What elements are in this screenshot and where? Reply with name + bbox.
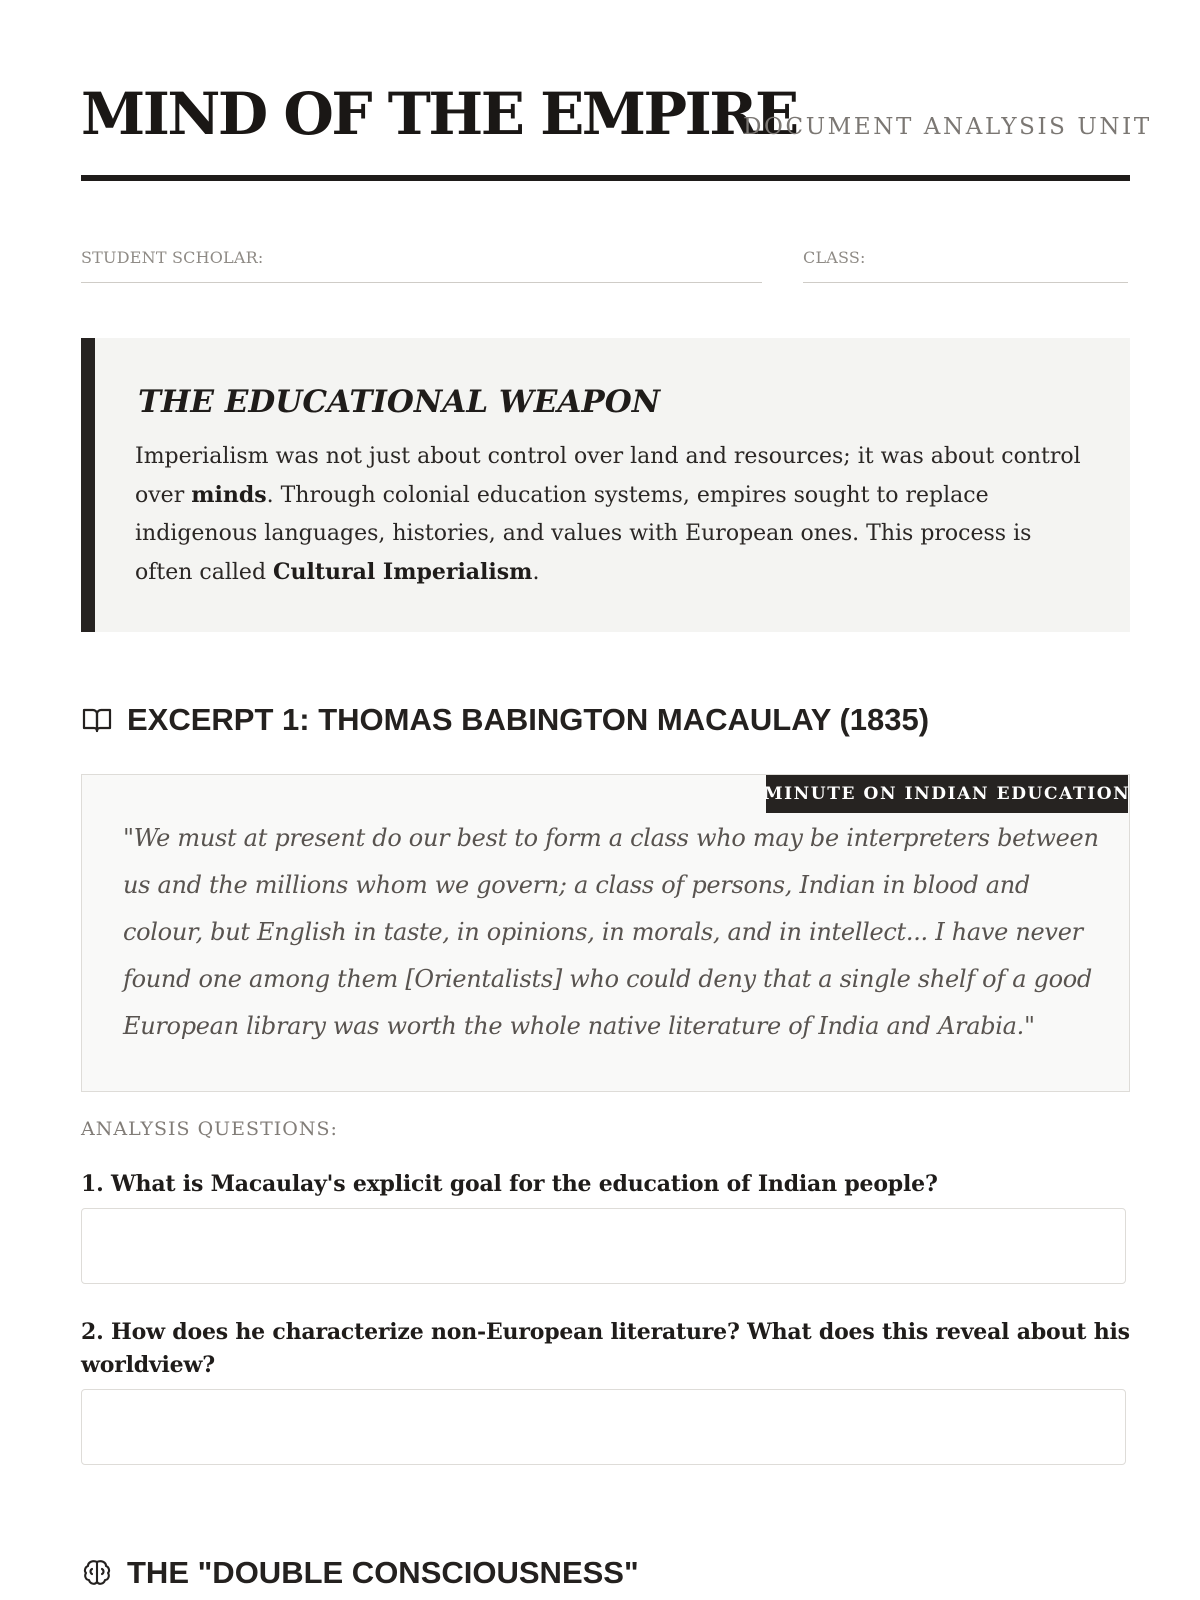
student-underline	[81, 282, 762, 283]
student-name-input[interactable]	[250, 258, 764, 282]
class-label: CLASS:	[803, 248, 866, 267]
intro-accent-bar	[81, 338, 95, 632]
page-title: MIND OF THE EMPIRE	[81, 80, 797, 148]
macaulay-quote: "We must at present do our best to form a class who may be interpreters between us and the millions whom we govern; a class of persons, Indian in blood and colour, but English in taste, in opinions, in morals, and in intellect... I have never found one among them [Orientalists] who could deny that a single shelf of a good European library was worth the whole native literature of India and Arabia."	[123, 824, 1099, 1040]
intro-text-1: Imperialism was not just about control over land and resources; it was about control over	[135, 444, 1081, 508]
intro-title: THE EDUCATIONAL WEAPON	[138, 384, 661, 420]
intro-body	[135, 438, 1095, 592]
intro-text-2: . Through colonial education systems, empires sought to replace indigenous languages, histories, and values with European ones. This process is often called	[135, 483, 1032, 585]
intro-text-3: .	[532, 560, 540, 585]
page-subtitle: DOCUMENT ANALYSIS UNIT	[743, 114, 1152, 140]
double-consciousness-heading	[81, 1555, 639, 1591]
double-consciousness-heading-text: THE "DOUBLE CONSCIOUSNESS"	[127, 1555, 639, 1590]
book-open-icon	[81, 704, 113, 736]
class-underline	[803, 282, 1128, 283]
intro-bold-minds: minds	[191, 482, 267, 508]
intro-bold-cultural-imperialism: Cultural Imperialism	[273, 559, 533, 585]
question-1: 1. What is Macaulay's explicit goal for the education of Indian people?	[81, 1171, 938, 1197]
source-tag: MINUTE ON INDIAN EDUCATION	[766, 775, 1128, 813]
student-label: STUDENT SCHOLAR:	[81, 248, 264, 267]
analysis-questions-label: ANALYSIS QUESTIONS:	[81, 1118, 338, 1140]
answer-2-input[interactable]	[81, 1389, 1126, 1465]
question-2: 2. How does he characterize non-European literature? What does this reveal about his worldview?	[81, 1319, 1130, 1378]
header-rule	[81, 175, 1130, 181]
answer-1-input[interactable]	[81, 1208, 1126, 1284]
excerpt1-heading	[81, 702, 929, 738]
class-input[interactable]	[870, 258, 1132, 282]
excerpt1-heading-text: EXCERPT 1: THOMAS BABINGTON MACAULAY (1835)	[127, 702, 930, 737]
brain-icon	[81, 1557, 113, 1589]
